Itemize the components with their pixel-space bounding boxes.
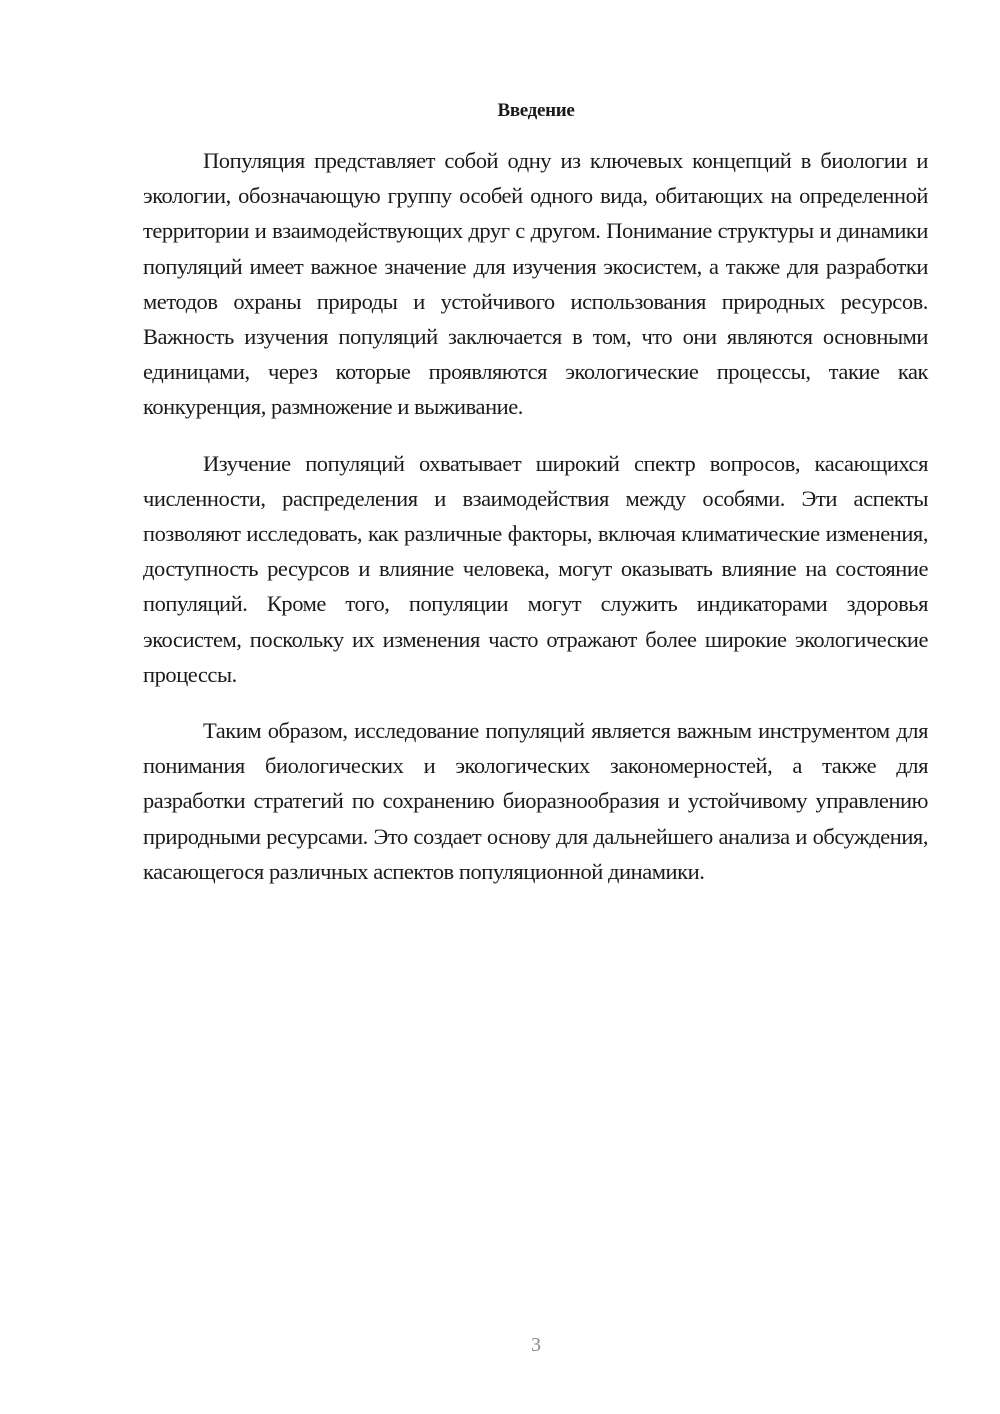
paragraph-2: Изучение популяций охватывает широкий спектр вопросов, касающихся численности, распределения и взаимодействия между особями. Эти аспекты позволяют исследовать, как различные факторы, включая климатические изменения, доступность ресурсов и влияние человека, могут оказывать влияние на состояние популяций. Кроме того, популяции могут служить индикаторами здоровья экосистем, поскольку их изменения часто отражают более широкие экологические процессы. [143, 450, 928, 687]
section-heading: Введение [497, 100, 575, 121]
body-text [143, 143, 928, 910]
page-number: 3 [531, 1334, 541, 1356]
paragraph-3: Таким образом, исследование популяций является важным инструментом для понимания биологических и экологических закономерностей, а также для разработки стратегий по сохранению биоразнообразия и устойчивому управлению природными ресурсами. Это создает основу для дальнейшего анализа и обсуждения, касающегося различных аспектов популяционной динамики. [143, 718, 928, 884]
paragraph-1: Популяция представляет собой одну из ключевых концепций в биологии и экологии, обозначающую группу особей одного вида, обитающих на определенной территории и взаимодействующих друг с другом. Понимание структуры и динамики популяций имеет важное значение для изучения экосистем, а также для разработки методов охраны природы и устойчивого использования природных ресурсов. Важность изучения популяций заключается в том, что они являются основными единицами, через которые проявляются экологические процессы, такие как конкуренция, размножение и выживание. [143, 148, 928, 420]
